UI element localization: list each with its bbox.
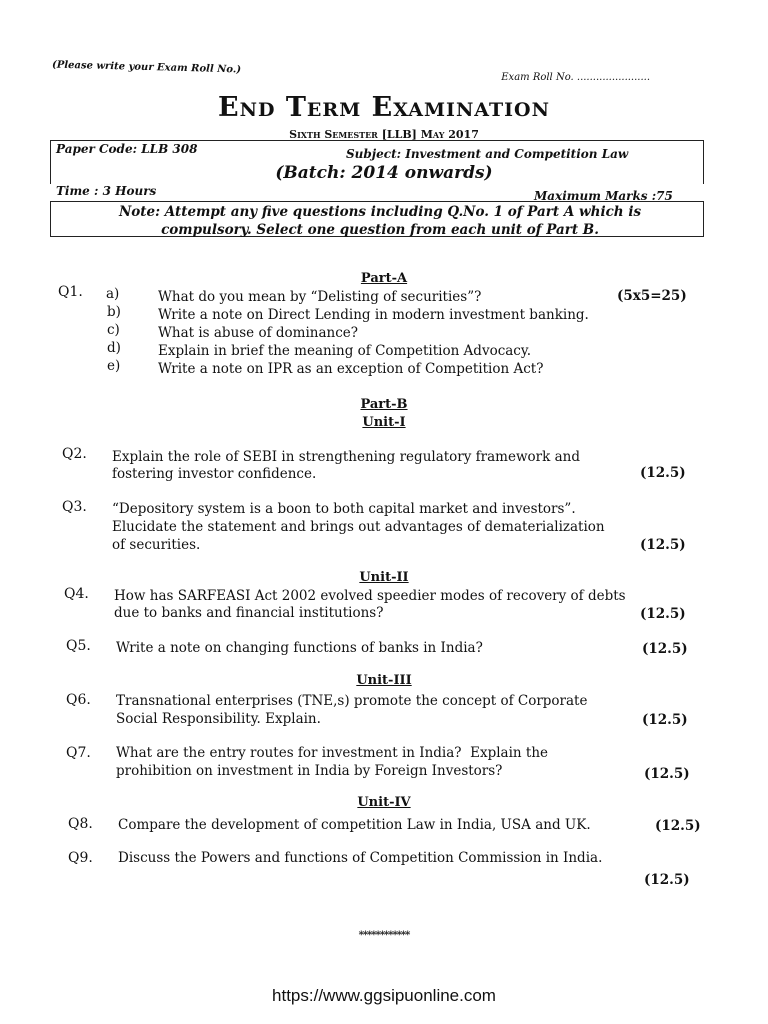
semester-prefix: Sixth Semester	[289, 128, 378, 141]
question-marks: (12.5)	[644, 872, 690, 888]
exam-title: End Term Examination	[218, 92, 550, 123]
paper-code: Paper Code: LLB 308	[56, 142, 198, 156]
question-text: due to banks and financial institutions?	[114, 605, 384, 621]
question-text: Elucidate the statement and brings out advantages of dematerialization	[112, 519, 605, 535]
question-text: Social Responsibility. Explain.	[116, 711, 321, 727]
question-marks: (12.5)	[640, 537, 686, 553]
roll-number-hint: (Please write your Exam Roll No.)	[51, 59, 242, 76]
unit-heading: Unit-I	[362, 415, 406, 430]
maximum-marks: Maximum Marks :75	[534, 189, 673, 203]
question-label: Q2.	[62, 446, 87, 462]
part-b-heading: Part-B	[360, 397, 408, 412]
question-text: Explain the role of SEBI in strengthening regulatory framework and	[112, 449, 580, 465]
unit-heading: Unit-II	[359, 570, 409, 585]
question-text: What are the entry routes for investment in India? Explain the	[116, 745, 549, 761]
q1-marks: (5x5=25)	[617, 288, 687, 304]
question-text: of securities.	[112, 537, 201, 553]
question-label: Q8.	[68, 816, 93, 832]
q1-item-label: d)	[107, 340, 121, 356]
instructions-note	[60, 203, 700, 239]
question-marks: (12.5)	[642, 641, 688, 657]
question-label: Q6.	[66, 692, 91, 708]
q1-item-text: What do you mean by “Delisting of securities”?	[158, 289, 482, 305]
question-label-q1: Q1.	[58, 284, 83, 300]
question-text: prohibition on investment in India by Foreign Investors?	[116, 763, 503, 779]
q1-item-label: e)	[107, 358, 121, 374]
question-label: Q5.	[66, 638, 91, 654]
note-line-1: Note: Attempt any five questions including Q.No. 1 of Part A which is	[118, 204, 642, 220]
question-marks: (12.5)	[642, 712, 688, 728]
q1-item-label: c)	[107, 322, 120, 338]
semester-session: May 2017	[420, 128, 479, 141]
q1-item-text: Write a note on IPR as an exception of Competition Act?	[158, 361, 544, 377]
question-marks: (12.5)	[640, 606, 686, 622]
note-line-2: compulsory. Select one question from each unit of Part B.	[161, 222, 599, 238]
question-text: “Depository system is a boon to both capital market and investors”.	[112, 501, 576, 517]
question-text: Compare the development of competition Law in India, USA and UK.	[118, 817, 591, 833]
q1-item-text: What is abuse of dominance?	[158, 325, 358, 341]
subject: Subject: Investment and Competition Law	[346, 147, 629, 161]
footer-url[interactable]: https://www.ggsipuonline.com	[272, 986, 496, 1005]
question-text: Discuss the Powers and functions of Competition Commission in India.	[118, 850, 603, 866]
q1-item-text: Explain in brief the meaning of Competition Advocacy.	[158, 343, 531, 359]
exam-roll-field: Exam Roll No. .......................	[501, 72, 650, 83]
q1-item-label: a)	[106, 286, 120, 302]
question-label: Q4.	[64, 586, 89, 602]
q1-item-text: Write a note on Direct Lending in modern investment banking.	[158, 307, 589, 323]
question-text: fostering investor confidence.	[112, 466, 317, 482]
question-label: Q3.	[62, 499, 87, 515]
q1-item-label: b)	[107, 304, 121, 320]
question-marks: (12.5)	[655, 818, 701, 834]
question-label: Q9.	[68, 850, 93, 866]
part-a-heading: Part-A	[360, 271, 408, 286]
question-text: How has SARFEASI Act 2002 evolved speedier modes of recovery of debts	[114, 588, 626, 604]
question-label: Q7.	[66, 745, 91, 761]
question-marks: (12.5)	[640, 465, 686, 481]
end-marker: ************	[358, 930, 410, 941]
unit-heading: Unit-III	[356, 673, 412, 688]
unit-heading: Unit-IV	[357, 795, 411, 810]
question-text: Write a note on changing functions of banks in India?	[116, 640, 483, 656]
time-allowed: Time : 3 Hours	[56, 184, 157, 198]
question-text: Transnational enterprises (TNE,s) promote the concept of Corporate	[116, 693, 588, 709]
question-marks: (12.5)	[644, 766, 690, 782]
batch: (Batch: 2014 onwards)	[275, 163, 493, 183]
semester-program: [LLB]	[381, 128, 417, 141]
